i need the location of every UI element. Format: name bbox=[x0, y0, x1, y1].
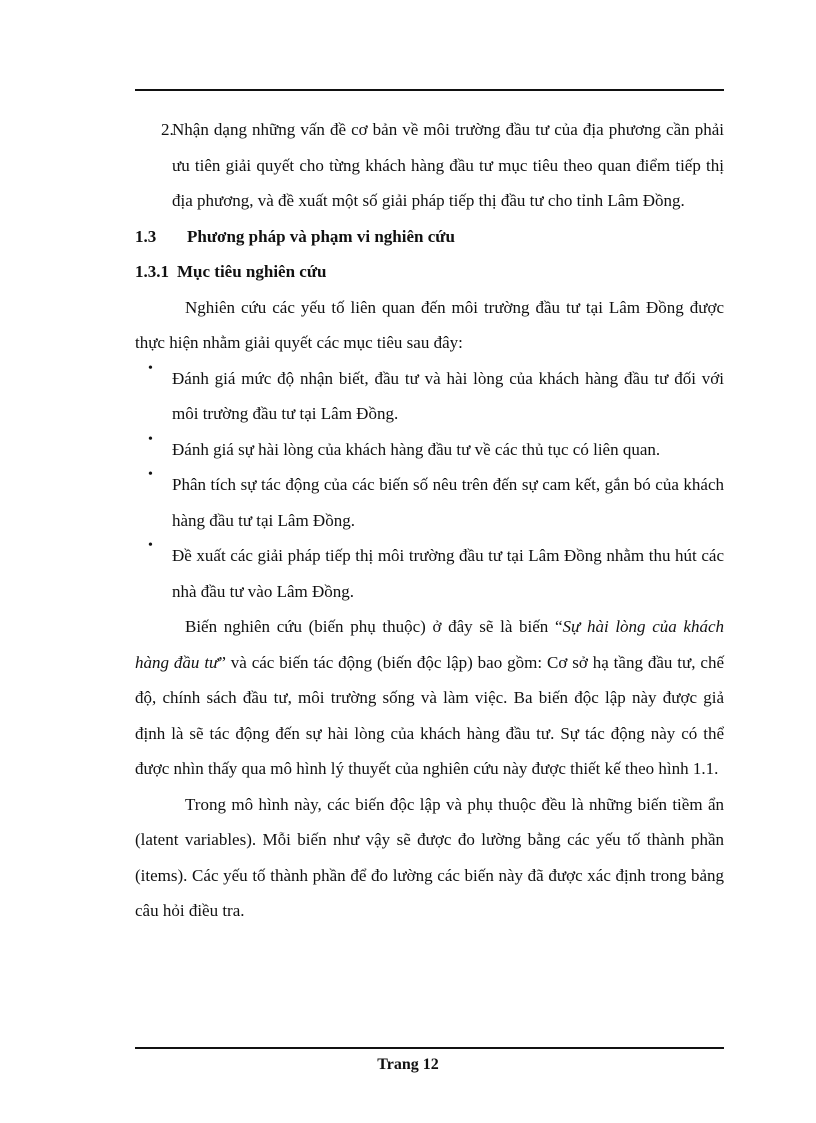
model-paragraph: Trong mô hình này, các biến độc lập và phụ thuộc đều là những biến tiềm ẩn (latent variables). Mỗi biến như vậy sẽ được đo lường bằng các yếu tố thành phần (items). Các yếu tố thành phần để đo lường các biến này đã được xác định trong bảng câu hỏi điều tra. bbox=[135, 794, 724, 920]
bullet-text: Đánh giá mức độ nhận biết, đầu tư và hài lòng của khách hàng đầu tư đối với môi trường đầu tư tại Lâm Đồng. bbox=[172, 368, 724, 423]
bullet-item bbox=[135, 467, 724, 538]
list-item-text: Nhận dạng những vấn đề cơ bản về môi trường đầu tư của địa phương cần phải ưu tiên giải quyết cho từng khách hàng đầu tư mục tiêu theo quan điểm tiếp thị địa phương, và đề xuất một số giải pháp tiếp thị đầu tư cho tỉnh Lâm Đồng. bbox=[172, 120, 724, 210]
bullet-text: Đề xuất các giải pháp tiếp thị môi trường đầu tư tại Lâm Đồng nhằm thu hút các nhà đầu tư vào Lâm Đồng. bbox=[172, 546, 724, 601]
section-title: Phương pháp và phạm vi nghiên cứu bbox=[187, 226, 455, 246]
subsection-title: Mục tiêu nghiên cứu bbox=[177, 262, 327, 281]
subsection-number: 1.3.1 bbox=[135, 262, 169, 281]
bullet-icon: • bbox=[148, 538, 153, 553]
list-item-number: 2. bbox=[161, 120, 174, 139]
bullet-text: Đánh giá sự hài lòng của khách hàng đầu tư về các thủ tục có liên quan. bbox=[172, 439, 661, 459]
section-heading-1-3 bbox=[135, 219, 724, 255]
page-number: Trang 12 bbox=[377, 1056, 439, 1073]
numbered-list-item bbox=[135, 112, 724, 219]
bullet-text: Phân tích sự tác động của các biến số nêu trên đến sự cam kết, gắn bó của khách hàng đầu tư tại Lâm Đồng. bbox=[172, 475, 724, 530]
footer-rule bbox=[135, 1047, 724, 1049]
bullet-item bbox=[135, 432, 724, 468]
section-heading-1-3-1 bbox=[135, 254, 724, 290]
section-number: 1.3 bbox=[135, 226, 157, 246]
variables-text-after: ” và các biến tác động (biến độc lập) bao gồm: Cơ sở hạ tầng đầu tư, chế độ, chính sách đầu tư, môi trường sống và làm việc. Ba biến độc lập này được giả định là sẽ tác động đến sự hài lòng của khách hàng đầu tư. Sự tác động này có thể được nhìn thấy qua mô hình lý thuyết của nghiên cứu này được thiết kế theo hình 1.1. bbox=[135, 652, 724, 778]
variables-text-before: Biến nghiên cứu (biến phụ thuộc) ở đây sẽ là biến “ bbox=[185, 617, 563, 636]
dependent-variable-name: Sự hài lòng của khách hàng đầu tư bbox=[135, 617, 724, 672]
bullet-item bbox=[135, 538, 724, 609]
header-rule bbox=[135, 89, 724, 91]
variables-paragraph bbox=[135, 609, 724, 787]
page-body bbox=[135, 112, 724, 929]
intro-paragraph: Nghiên cứu các yếu tố liên quan đến môi trường đầu tư tại Lâm Đồng được thực hiện nhằm giải quyết các mục tiêu sau đây: bbox=[135, 297, 724, 352]
bullet-item bbox=[135, 361, 724, 432]
bullet-icon: • bbox=[148, 360, 153, 376]
bullet-icon: • bbox=[148, 467, 153, 482]
bullet-icon: • bbox=[148, 431, 153, 447]
